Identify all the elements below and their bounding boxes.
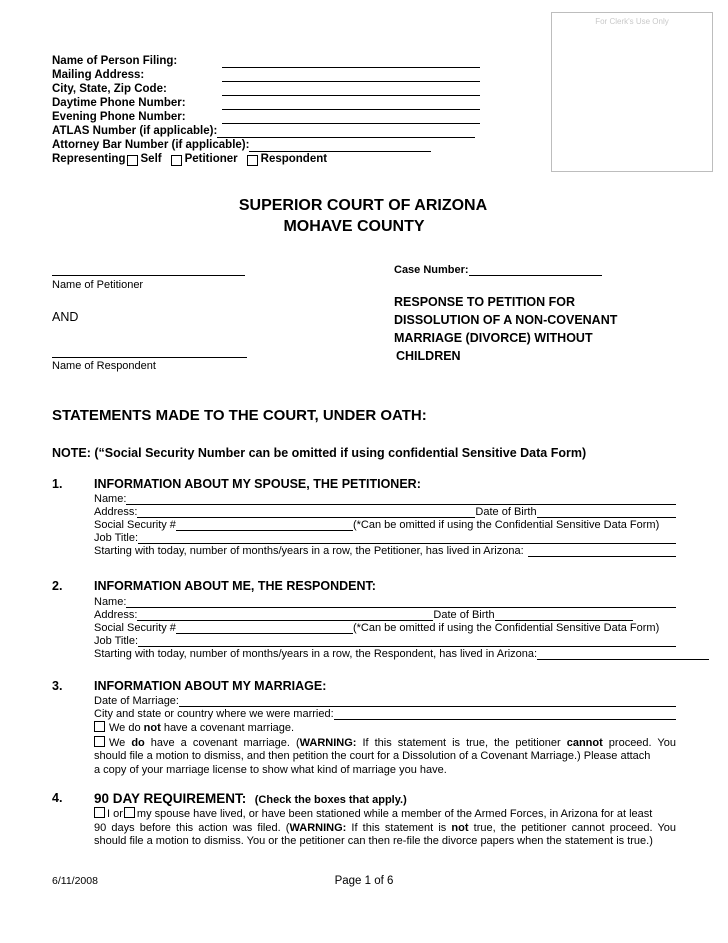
county-name: MOHAVE COUNTY [283,218,425,235]
marriage-place-label: City and state or country where we were married: [94,708,334,720]
petitioner-checkbox[interactable] [171,155,182,166]
attorney-bar-label: Attorney Bar Number (if applicable): [52,139,250,151]
atlas-number-label: ATLAS Number (if applicable): [52,125,218,137]
evening-phone-label: Evening Phone Number: [52,111,186,123]
respondent-name-line[interactable] [52,357,247,358]
section-4-title: 90 DAY REQUIREMENT: [94,791,247,806]
respondent-name-label: Name of Respondent [52,360,156,372]
statements-heading: STATEMENTS MADE TO THE COURT, UNDER OATH: [52,407,427,424]
residency-text-b: my spouse have lived, or have been stationed while a member of the Armed Forces, in Arizona for at least [136,808,653,820]
petitioner-lived-field[interactable] [528,546,676,557]
and-label: AND [52,310,79,324]
respondent-lived-label: Starting with today, number of months/years in a row, the Respondent, has lived in Arizona: [94,648,538,660]
self-label: Self [140,153,162,165]
daytime-phone-line[interactable] [222,98,480,110]
covenant-text-g: proceed. You [602,736,676,749]
respondent-dob-field[interactable] [495,610,633,621]
clerk-use-box [551,12,713,172]
section-1-title: INFORMATION ABOUT MY SPOUSE, THE PETITIONER: [94,477,421,491]
case-number [394,264,602,276]
respondent-name-field[interactable] [126,597,676,608]
respondent-dob-label: Date of Birth [433,609,495,621]
petitioner-name-label: Name of Petitioner [52,279,144,291]
clerk-use-label: For Clerk's Use Only [595,17,669,26]
covenant-text-e: If this statement is true, the petitioner [356,736,567,749]
filer-name-label: Name of Person Filing: [52,55,178,67]
city-state-zip-line[interactable] [222,84,480,96]
attorney-bar-line[interactable] [249,140,431,152]
petitioner-dob-field[interactable] [537,507,676,518]
no-covenant-option [94,721,676,736]
mailing-address-label: Mailing Address: [52,69,145,81]
petitioner-name-line[interactable] [52,275,245,276]
respondent-ssn-label: Social Security # [94,622,176,634]
respondent-option-label: Respondent [260,153,328,165]
petitioner-option-label: Petitioner [184,153,238,165]
residency-line-3: should file a motion to dismiss. You or the petitioner can then re-file the divorce papers when the statement is true.) [94,835,653,847]
filer-name-line[interactable] [222,56,480,68]
petitioner-job-field[interactable] [138,533,676,544]
residency-warning: WARNING: [289,821,347,834]
daytime-phone-label: Daytime Phone Number: [52,97,186,109]
respondent-job-field[interactable] [138,636,676,647]
residency-line-2 [94,822,676,836]
case-number-line[interactable] [469,265,602,276]
residency-text-a: I or [107,808,123,820]
section-2-title: INFORMATION ABOUT ME, THE RESPONDENT: [94,579,376,593]
representing-label: Representing [52,153,126,165]
covenant-text-f: cannot [566,736,603,749]
petitioner-dob-label: Date of Birth [475,506,537,518]
covenant-text-c: have a covenant marriage. ( [144,736,300,749]
residency-line-1 [94,807,676,822]
ssn-note: NOTE: (“Social Security Number can be omitted if using confidential Sensitive Data Form) [52,446,587,460]
filer-info [52,54,480,166]
petitioner-ssn-note: (*Can be omitted if using the Confidential Sensitive Data Form) [352,519,660,531]
petitioner-address-field[interactable] [137,507,475,518]
case-number-label: Case Number: [394,264,469,276]
petitioner-lived-label: Starting with today, number of months/years in a row, the Petitioner, has lived in Arizona: [94,545,524,557]
case-title-line: RESPONSE TO PETITION FOR [394,295,576,309]
mailing-address-line[interactable] [222,70,480,82]
covenant-text-a: We [109,736,132,749]
case-title-line: MARRIAGE (DIVORCE) WITHOUT [394,331,593,345]
covenant-warning: WARNING: [299,736,357,749]
section-3-fields [94,694,676,777]
section-1-number: 1. [52,477,63,491]
covenant-checkbox[interactable] [94,736,105,747]
case-title-line: DISSOLUTION OF A NON-COVENANT [394,313,618,327]
petitioner-name-field[interactable] [126,494,676,505]
respondent-address-field[interactable] [137,610,433,621]
section-1-fields [94,492,676,557]
section-4-text [94,807,676,849]
case-title [394,293,617,365]
respondent-ssn-note: (*Can be omitted if using the Confidential Sensitive Data Form) [352,622,660,634]
section-4-subtitle: (Check the boxes that apply.) [254,794,407,806]
residency-text-g: true, the petitioner cannot proceed. You [468,821,677,834]
petitioner-ssn-field[interactable] [176,520,353,531]
covenant-text-b: do [131,736,145,749]
city-state-zip-label: City, State, Zip Code: [52,83,167,95]
marriage-date-label: Date of Marriage: [94,695,179,707]
court-name: SUPERIOR COURT OF ARIZONA [238,197,488,214]
case-title-line: CHILDREN [396,349,461,363]
section-2-number: 2. [52,579,63,593]
covenant-line-2: should file a motion to dismiss, and then petition the court for a Dissolution of a Covenant Marriage.) Please attach [94,750,651,762]
respondent-job-label: Job Title: [94,635,139,647]
atlas-number-line[interactable] [217,126,475,138]
no-covenant-text-a: We do [109,722,144,734]
covenant-option [94,736,676,751]
self-checkbox[interactable] [127,155,138,166]
marriage-date-field[interactable] [179,696,676,707]
petitioner-job-label: Job Title: [94,532,139,544]
section-4-number: 4. [52,791,63,805]
evening-phone-line[interactable] [222,112,480,124]
section-2-fields [94,595,676,660]
no-covenant-checkbox[interactable] [94,721,105,732]
page-number: Page 1 of 6 [334,875,394,887]
section-4-heading [94,790,407,808]
section-3-title: INFORMATION ABOUT MY MARRIAGE: [94,679,327,693]
petitioner-ssn-label: Social Security # [94,519,176,531]
respondent-checkbox[interactable] [247,155,258,166]
footer-date: 6/11/2008 [52,875,98,887]
residency-text-f: not [451,821,469,834]
no-covenant-text-c: have a covenant marriage. [160,722,295,734]
petitioner-address-label: Address: [94,506,138,518]
spouse-residency-checkbox[interactable] [124,807,135,818]
respondent-name-field-label: Name: [94,596,127,608]
section-3-number: 3. [52,679,63,693]
marriage-place-field[interactable] [334,709,676,720]
respondent-ssn-field[interactable] [176,623,353,634]
respondent-lived-field[interactable] [537,649,709,660]
residency-text-c: 90 days before this action was filed. ( [94,821,290,834]
no-covenant-text-b: not [143,722,161,734]
residency-text-e: If this statement is [346,821,452,834]
respondent-address-label: Address: [94,609,138,621]
petitioner-name-field-label: Name: [94,493,127,505]
covenant-line-3: a copy of your marriage license to show what kind of marriage you have. [94,763,447,776]
self-residency-checkbox[interactable] [94,807,105,818]
